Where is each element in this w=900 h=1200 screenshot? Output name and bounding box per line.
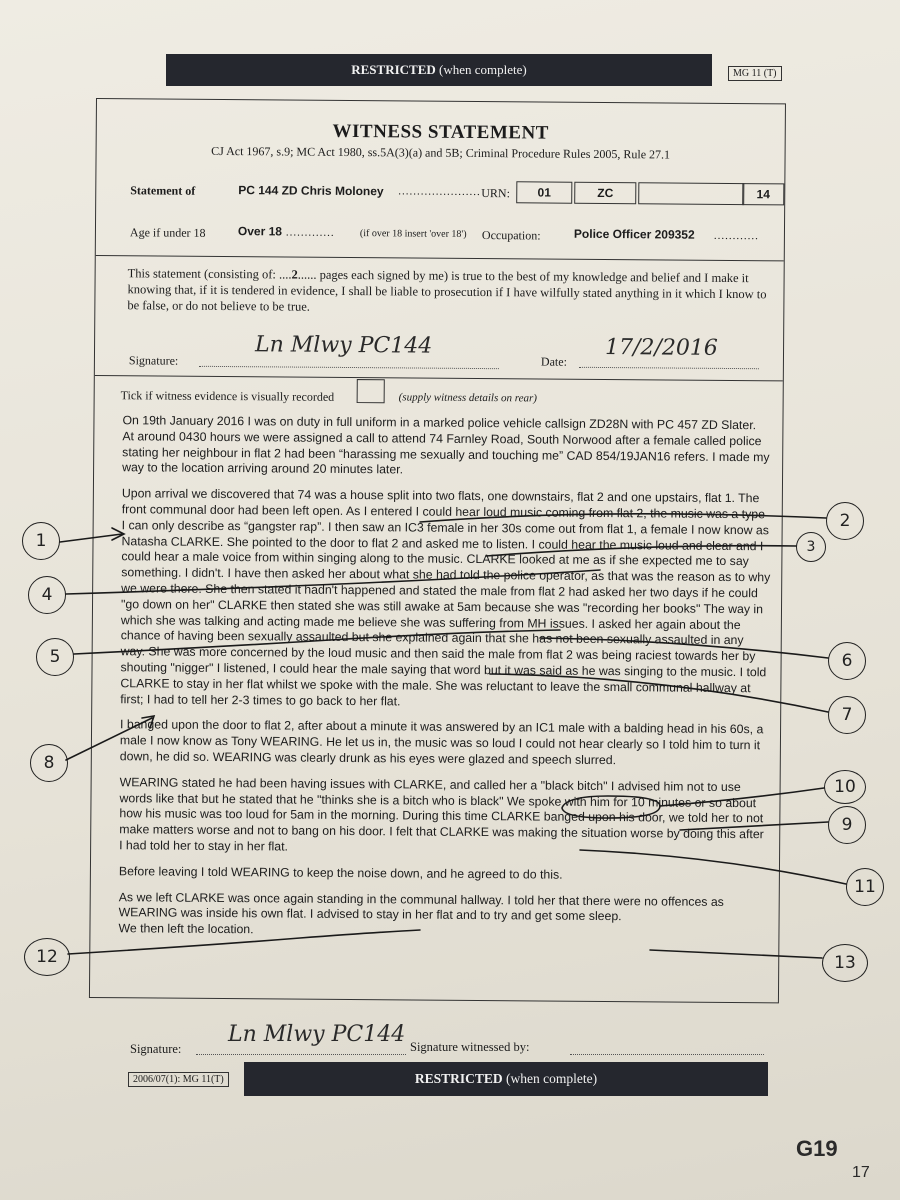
- urn-box-4: 14: [742, 183, 784, 205]
- date-handwritten: 17/2/2016: [604, 335, 718, 361]
- urn-box-3: [638, 182, 744, 205]
- statement-paragraph: WEARING stated he had been having issues with CLARKE, and called her a "black bitch" I advised him not to use words like that but he stated that he "thinks she is a bitch who is black" We spoke with him for 10 minutes or so about how his music was too loud for 5am in the morning. During this time CLARKE banged upon his door, we told her to not make matters worse and not to bang on his door. I felt that CLARKE was making the situation worse by doing this after I had told her to stay in her flat.: [119, 774, 764, 854]
- form-code: MG 11 (T): [728, 66, 782, 81]
- signature-line: [199, 366, 499, 369]
- restricted-banner-top: [166, 54, 712, 86]
- tick-note: (supply witness details on rear): [398, 391, 538, 405]
- statement-of-label: Statement of: [130, 183, 196, 198]
- age-label: Age if under 18: [129, 225, 206, 240]
- form-subtitle: CJ Act 1967, s.9; MC Act 1980, ss.5A(3)(a) and 5B; Criminal Procedure Rules 2005, Rule 27.1: [211, 143, 671, 162]
- declaration-text: This statement (consisting of: ....2...... pages each signed by me) is true to the best of my knowledge and belief and I make it knowing that, if it is tendered in evidence, I shall be liable to prosecution if I have wilfully stated anything in it which I know to be false, or do not believe to be true.: [127, 266, 767, 314]
- tick-label: Tick if witness evidence is visually recorded: [120, 388, 335, 404]
- annotation-10: 10: [824, 770, 866, 804]
- annotation-6: 6: [828, 642, 866, 680]
- declaration-pages: 2: [291, 267, 298, 282]
- footer-signature-handwritten: Ln Mlwy PC144: [228, 1022, 406, 1047]
- divider-2: [95, 375, 783, 381]
- restricted-suffix: (when complete): [439, 62, 527, 77]
- page-number: 17: [852, 1164, 870, 1181]
- footer-witnessed-label: Signature witnessed by:: [410, 1040, 530, 1054]
- annotation-12: 12: [24, 938, 70, 976]
- statement-paragraph: As we left CLARKE was once again standing in the communal hallway. I told her that there were no offences as WEARING was inside his own flat. I advised to stay in her flat and to try and get some sleep. We then left the location.: [118, 889, 724, 937]
- annotation-8: 8: [30, 744, 68, 782]
- date-line: [579, 367, 759, 369]
- restricted-text: RESTRICTED: [414, 1071, 503, 1086]
- statement-of-dots: ......................: [398, 185, 481, 199]
- statement-paragraph: Upon arrival we discovered that 74 was a house split into two flats, one downstairs, flat 2 and one upstairs, flat 1. The front communal door had been left open. As I entered I could hear loud music coming from flat 2, the music was a type I can only describe as “gangster rap”. I then saw an IC3 female in her 30s come out from flat 1, a female I now know as Natasha CLARKE. She pointed to the door to flat 2 and asked me to listen. I could hear the music loud and clear and I could hear a male voice from within singing along to the music. CLARKE looked at me as if she expected me to say something. I didn't. I have then asked her about what she had told the police operator, as that was the reason as to why we were there. She then stated it hadn't happened and stated the male from flat 2 had asked her two days if he could "go down on her" CLARKE then stated she was still awake at 5am because she was "recording her books" The way in which she was talking and acting made me believe she was suffering from MH issues. I asked her again about the chance of having been sexually assaulted but she explained again that she has not been sexually assaulted in any way. She was more concerned by the loud music and then said the male from flat 2 was being raciest towards her by shouting "nigger" I listened, I could hear the male saying that word but it was said as he was singing to the music. I told CLARKE to stay in her flat whilst we spoke with the male. She was reluctant to leave the small communal hallway at first; I had to tell her 2-3 times to go back to her flat.: [120, 486, 771, 708]
- restricted-suffix: (when complete): [506, 1071, 598, 1086]
- annotation-13: 13: [822, 944, 868, 982]
- restricted-text: RESTRICTED: [351, 62, 436, 77]
- date-label: Date:: [540, 354, 567, 369]
- occupation-dots: ............: [713, 229, 759, 243]
- footer-witnessed-line: [570, 1054, 764, 1055]
- annotation-7: 7: [828, 696, 866, 734]
- statement-paragraph: Before leaving I told WEARING to keep the noise down, and he agreed to do this.: [118, 863, 563, 882]
- occupation-label: Occupation:: [481, 228, 541, 243]
- footer-signature-label: Signature:: [130, 1042, 182, 1056]
- form-title: WITNESS STATEMENT: [332, 120, 549, 144]
- statement-paragraph: I banged upon the door to flat 2, after about a minute it was answered by an IC1 male with a balding head in his 60s, a male I now know as Tony WEARING. He let us in, the music was so loud I could not hear clearly so I told him to turn it down, he did so. WEARING was clearly drunk as his eyes were glazed and speech slurred.: [119, 717, 764, 768]
- footer-signature-line: [196, 1054, 406, 1055]
- annotation-3: 3: [796, 532, 826, 562]
- age-value: Over 18: [237, 224, 283, 239]
- statement-form: [89, 98, 786, 1003]
- divider-1: [96, 255, 784, 261]
- annotation-2: 2: [826, 502, 864, 540]
- age-note: (if over 18 insert 'over 18'): [359, 228, 467, 240]
- annotation-1: 1: [22, 522, 60, 560]
- signature-label: Signature:: [128, 353, 179, 368]
- urn-label: URN:: [481, 186, 510, 201]
- urn-box-2: ZC: [574, 182, 636, 204]
- statement-body: [118, 413, 772, 952]
- annotation-9: 9: [828, 806, 866, 844]
- urn-box-1: 01: [516, 181, 572, 203]
- age-dots: .............: [285, 226, 335, 239]
- signature-handwritten: Ln Mlwy PC144: [254, 332, 433, 359]
- annotation-5: 5: [36, 638, 74, 676]
- annotation-4: 4: [28, 576, 66, 614]
- exhibit-reference: G19: [796, 1136, 838, 1161]
- annotation-11: 11: [846, 868, 884, 906]
- statement-of-value: PC 144 ZD Chris Moloney: [238, 183, 384, 199]
- restricted-banner-bottom: [244, 1062, 768, 1096]
- visually-recorded-checkbox[interactable]: [357, 379, 385, 403]
- occupation-value: Police Officer 209352: [573, 226, 695, 242]
- footer-form-ref: 2006/07(1): MG 11(T): [128, 1072, 229, 1087]
- statement-paragraph: On 19th January 2016 I was on duty in full uniform in a marked police vehicle callsign ZD28N with PC 457 ZD Slater. At around 0430 hours we were assigned a call to attend 74 Farnley Road, South Norwood after a female called police stating her neighbour in flat 2 had been “harassing me sexually and touching me” CAD 854/19JAN16 refers. I made my way to the location arriving around 20 minutes later.: [122, 413, 770, 477]
